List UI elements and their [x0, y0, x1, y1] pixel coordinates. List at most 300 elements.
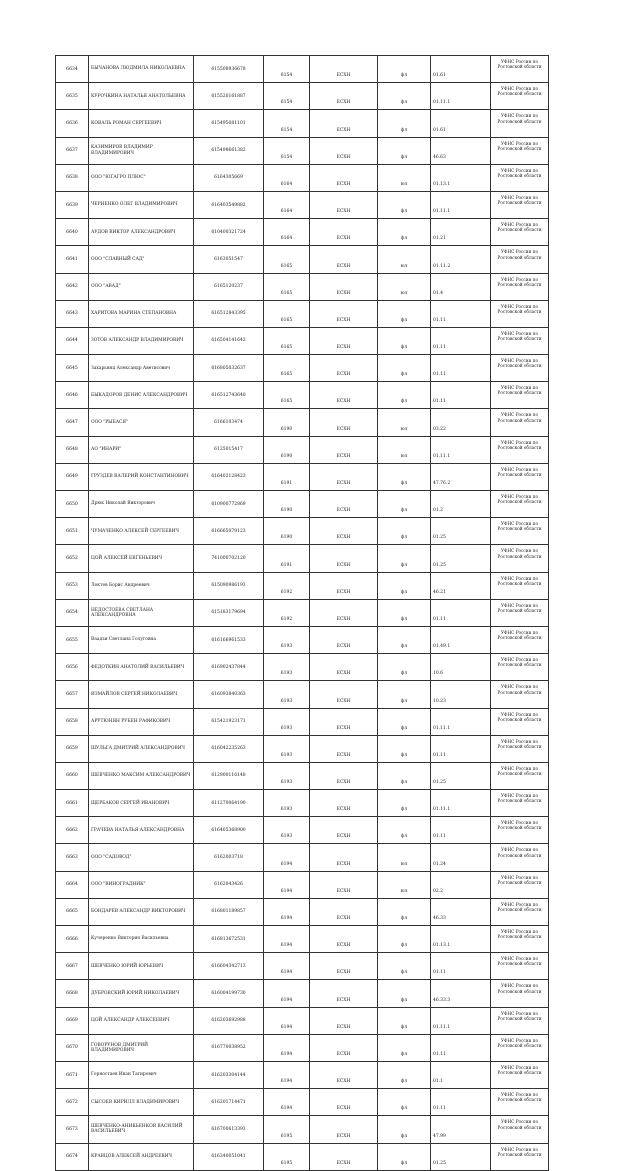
taxpayer-name: Кучеренко Виктория Васильевна — [89, 926, 194, 953]
taxpayer-name: ООО "ЮГАГРО ПЛЮС" — [89, 164, 194, 191]
taxpayer-inn: 616042235263 — [194, 735, 264, 762]
tax-authority: УФНС России по Ростовской области — [491, 1034, 549, 1061]
table-row — [56, 355, 549, 382]
tax-regime: ЕСХН — [310, 1034, 378, 1061]
taxpayer-inn: 6125015417 — [194, 436, 264, 463]
taxpayer-inn: 6162043426 — [194, 871, 264, 898]
tax-office-code: 6193 — [264, 654, 310, 681]
row-number: 6674 — [56, 1143, 89, 1170]
row-number: 6669 — [56, 1007, 89, 1034]
taxpayer-inn: 6166103474 — [194, 409, 264, 436]
tax-authority: УФНС России по Ростовской области — [491, 436, 549, 463]
okved-code: 01.25 — [431, 1143, 491, 1170]
taxpayer-inn: 616902437844 — [194, 654, 264, 681]
taxpayer-type: фл — [378, 654, 431, 681]
tax-authority: УФНС России по Ростовской области — [491, 355, 549, 382]
taxpayer-name: КОВАЛЬ РОМАН СЕРГЕЕВИЧ — [89, 110, 194, 137]
tax-office-code: 6194 — [264, 1089, 310, 1116]
row-number: 6640 — [56, 219, 89, 246]
tax-office-code: 6164 — [264, 164, 310, 191]
taxpayer-name: КУРОЧКИНА НАТАЛЬЯ АНАТОЛЬЕВНА — [89, 83, 194, 110]
okved-code: 46.63 — [431, 137, 491, 164]
taxpayer-inn: 6164305669 — [194, 164, 264, 191]
taxpayer-type: фл — [378, 626, 431, 653]
okved-code: 01.24 — [431, 844, 491, 871]
registry-table — [55, 55, 549, 1171]
tax-authority: УФНС России по Ростовской области — [491, 735, 549, 762]
taxpayer-name: БЫЧАНОВА ЛЮДМИЛА НИКОЛАЕВНА — [89, 56, 194, 83]
tax-authority: УФНС России по Ростовской области — [491, 1143, 549, 1170]
okved-code: 02.2 — [431, 871, 491, 898]
tax-regime: ЕСХН — [310, 191, 378, 218]
okved-code: 01.11.1 — [431, 83, 491, 110]
okved-code: 01.11 — [431, 1034, 491, 1061]
taxpayer-type: фл — [378, 599, 431, 626]
table-row — [56, 844, 549, 871]
table-row — [56, 137, 549, 164]
table-row — [56, 491, 549, 518]
row-number: 6672 — [56, 1089, 89, 1116]
tax-authority: УФНС России по Ростовской области — [491, 56, 549, 83]
taxpayer-name: НЕДОСТОЕВА СВЕТЛАНА АЛЕКСАНДРОВНА — [89, 599, 194, 626]
table-row — [56, 463, 549, 490]
row-number: 6636 — [56, 110, 89, 137]
taxpayer-name: Ваадзи Светлана Голуговна — [89, 626, 194, 653]
okved-code: 01.11 — [431, 735, 491, 762]
taxpayer-name: ООО "СЛАВНЫЙ САД" — [89, 246, 194, 273]
tax-regime: ЕСХН — [310, 953, 378, 980]
taxpayer-type: фл — [378, 83, 431, 110]
tax-regime: ЕСХН — [310, 491, 378, 518]
taxpayer-name: АО "ИНАРИ" — [89, 436, 194, 463]
taxpayer-name: ГОВОРУНОВ ДМИТРИЙ ВЛАДИМИРОВИЧ — [89, 1034, 194, 1061]
tax-regime: ЕСХН — [310, 110, 378, 137]
okved-code: 01.11.1 — [431, 790, 491, 817]
taxpayer-name: ООО "РЫБАСЯ" — [89, 409, 194, 436]
taxpayer-inn: 616405368900 — [194, 817, 264, 844]
row-number: 6635 — [56, 83, 89, 110]
tax-regime: ЕСХН — [310, 1089, 378, 1116]
table-row — [56, 273, 549, 300]
tax-authority: УФНС России по Ростовской области — [491, 518, 549, 545]
taxpayer-inn: 611270064190 — [194, 790, 264, 817]
taxpayer-name: ЧЕРНЕНКО ОЛЕГ ВЛАДИМИРОВИЧ — [89, 191, 194, 218]
tax-regime: ЕСХН — [310, 56, 378, 83]
table-row — [56, 300, 549, 327]
taxpayer-type: фл — [378, 708, 431, 735]
tax-authority: УФНС России по Ростовской области — [491, 572, 549, 599]
taxpayer-type: фл — [378, 518, 431, 545]
tax-regime: ЕСХН — [310, 1007, 378, 1034]
tax-authority: УФНС России по Ростовской области — [491, 626, 549, 653]
row-number: 6656 — [56, 654, 89, 681]
row-number: 6642 — [56, 273, 89, 300]
okved-code: 01.11.2 — [431, 246, 491, 273]
taxpayer-type: фл — [378, 735, 431, 762]
okved-code: 03.22 — [431, 409, 491, 436]
table-row — [56, 790, 549, 817]
taxpayer-name: ШУЛЬГА ДМИТРИЙ АЛЕКСАНДРОВИЧ — [89, 735, 194, 762]
tax-regime: ЕСХН — [310, 572, 378, 599]
tax-office-code: 6193 — [264, 762, 310, 789]
tax-authority: УФНС России по Ростовской области — [491, 219, 549, 246]
row-number: 6654 — [56, 599, 89, 626]
tax-authority: УФНС России по Ростовской области — [491, 1007, 549, 1034]
tax-regime: ЕСХН — [310, 599, 378, 626]
tax-regime: ЕСХН — [310, 871, 378, 898]
tax-regime: ЕСХН — [310, 246, 378, 273]
taxpayer-name: АУДОВ ВИКТОР АЛЕКСАНДРОВИЧ — [89, 219, 194, 246]
row-number: 6641 — [56, 246, 89, 273]
tax-regime: ЕСХН — [310, 327, 378, 354]
taxpayer-name: АРУТЮНЯН РУБЕН РАФИКОВИЧ — [89, 708, 194, 735]
tax-office-code: 6194 — [264, 898, 310, 925]
table-row — [56, 83, 549, 110]
tax-authority: УФНС России по Ростовской области — [491, 790, 549, 817]
tax-office-code: 6193 — [264, 681, 310, 708]
registry-table-body — [56, 56, 549, 1171]
taxpayer-type: фл — [378, 572, 431, 599]
taxpayer-type: юл — [378, 844, 431, 871]
taxpayer-inn: 616004199730 — [194, 980, 264, 1007]
table-row — [56, 762, 549, 789]
taxpayer-inn: 615498661382 — [194, 137, 264, 164]
taxpayer-inn: 616093840363 — [194, 681, 264, 708]
okved-code: 01.4 — [431, 273, 491, 300]
taxpayer-name: ГРУЗДЕВ ВАЛЕРИЙ КОНСТАНТИНОВИЧ — [89, 463, 194, 490]
taxpayer-inn: 615495081101 — [194, 110, 264, 137]
taxpayer-type: юл — [378, 871, 431, 898]
taxpayer-inn: 610900772869 — [194, 491, 264, 518]
table-row — [56, 436, 549, 463]
tax-authority: УФНС России по Ростовской области — [491, 762, 549, 789]
taxpayer-type: фл — [378, 1034, 431, 1061]
tax-regime: ЕСХН — [310, 790, 378, 817]
okved-code: 01.11 — [431, 599, 491, 626]
okved-code: 01.11 — [431, 953, 491, 980]
okved-code: 01.11 — [431, 382, 491, 409]
taxpayer-type: фл — [378, 463, 431, 490]
taxpayer-inn: 615183179694 — [194, 599, 264, 626]
table-row — [56, 817, 549, 844]
taxpayer-name: Дрюк Николай Викторович — [89, 491, 194, 518]
taxpayer-name: ЗОТОВ АЛЕКСАНДР ВЛАДИМИРОВИЧ — [89, 327, 194, 354]
okved-code: 01.11.1 — [431, 1007, 491, 1034]
table-row — [56, 708, 549, 735]
taxpayer-type: фл — [378, 1089, 431, 1116]
taxpayer-inn: 615421923171 — [194, 708, 264, 735]
tax-authority: УФНС России по Ростовской области — [491, 491, 549, 518]
tax-regime: ЕСХН — [310, 219, 378, 246]
okved-code: 10.23 — [431, 681, 491, 708]
okved-code: 01.25 — [431, 518, 491, 545]
table-row — [56, 599, 549, 626]
taxpayer-name: ХАРИТОВА МАРИНА СТЕПАНОВНА — [89, 300, 194, 327]
taxpayer-type: фл — [378, 491, 431, 518]
okved-code: 47.76.2 — [431, 463, 491, 490]
tax-authority: УФНС России по Ростовской области — [491, 382, 549, 409]
table-row — [56, 1089, 549, 1116]
tax-office-code: 6154 — [264, 56, 310, 83]
tax-office-code: 6195 — [264, 1143, 310, 1170]
tax-office-code: 6190 — [264, 518, 310, 545]
table-row — [56, 246, 549, 273]
okved-code: 01.11 — [431, 300, 491, 327]
tax-regime: ЕСХН — [310, 164, 378, 191]
taxpayer-name: ООО "АВАД" — [89, 273, 194, 300]
taxpayer-name: ШЕВЧЕНКО-АНИКЬЕНКОВ ВАСИЛИЙ ВАСИЛЬЕВИЧ — [89, 1116, 194, 1143]
tax-regime: ЕСХН — [310, 545, 378, 572]
tax-authority: УФНС России по Ростовской области — [491, 681, 549, 708]
tax-regime: ЕСХН — [310, 463, 378, 490]
okved-code: 10.6 — [431, 654, 491, 681]
table-row — [56, 681, 549, 708]
tax-regime: ЕСХН — [310, 762, 378, 789]
tax-regime: ЕСХН — [310, 708, 378, 735]
row-number: 6634 — [56, 56, 89, 83]
tax-regime: ЕСХН — [310, 518, 378, 545]
taxpayer-inn: 616402128423 — [194, 463, 264, 490]
taxpayer-type: фл — [378, 137, 431, 164]
tax-authority: УФНС России по Ростовской области — [491, 654, 549, 681]
tax-authority: УФНС России по Ростовской области — [491, 409, 549, 436]
tax-authority: УФНС России по Ростовской области — [491, 327, 549, 354]
okved-code: 01.11 — [431, 327, 491, 354]
table-row — [56, 518, 549, 545]
tax-regime: ЕСХН — [310, 355, 378, 382]
table-row — [56, 110, 549, 137]
row-number: 6647 — [56, 409, 89, 436]
okved-code: 46.33 — [431, 898, 491, 925]
taxpayer-inn: 616512843395 — [194, 300, 264, 327]
table-row — [56, 898, 549, 925]
taxpayer-type: фл — [378, 191, 431, 218]
row-number: 6660 — [56, 762, 89, 789]
row-number: 6662 — [56, 817, 89, 844]
table-row — [56, 626, 549, 653]
row-number: 6673 — [56, 1116, 89, 1143]
taxpayer-type: фл — [378, 926, 431, 953]
tax-authority: УФНС России по Ростовской области — [491, 137, 549, 164]
okved-code: 01.11 — [431, 1089, 491, 1116]
taxpayer-type: фл — [378, 953, 431, 980]
tax-regime: ЕСХН — [310, 980, 378, 1007]
taxpayer-name: ООО "ВИНОГРАДНИК" — [89, 871, 194, 898]
tax-authority: УФНС России по Ростовской области — [491, 953, 549, 980]
tax-office-code: 6154 — [264, 110, 310, 137]
okved-code: 01.61 — [431, 56, 491, 83]
taxpayer-inn: 6163051547 — [194, 246, 264, 273]
row-number: 6668 — [56, 980, 89, 1007]
tax-authority: УФНС России по Ростовской области — [491, 545, 549, 572]
tax-regime: ЕСХН — [310, 844, 378, 871]
taxpayer-name: ШЕВЧЕНКО МАКСИМ АЛЕКСАНДРОВИЧ — [89, 762, 194, 789]
tax-authority: УФНС России по Ростовской области — [491, 164, 549, 191]
table-row — [56, 545, 549, 572]
table-row — [56, 219, 549, 246]
row-number: 6664 — [56, 871, 89, 898]
taxpayer-inn: 615520161887 — [194, 83, 264, 110]
taxpayer-inn: 616504141643 — [194, 327, 264, 354]
taxpayer-type: фл — [378, 762, 431, 789]
okved-code: 01.11.1 — [431, 436, 491, 463]
row-number: 6661 — [56, 790, 89, 817]
row-number: 6651 — [56, 518, 89, 545]
tax-regime: ЕСХН — [310, 1116, 378, 1143]
taxpayer-type: фл — [378, 898, 431, 925]
taxpayer-type: фл — [378, 327, 431, 354]
taxpayer-type: фл — [378, 817, 431, 844]
tax-authority: УФНС России по Ростовской области — [491, 599, 549, 626]
tax-regime: ЕСХН — [310, 409, 378, 436]
tax-regime: ЕСХН — [310, 436, 378, 463]
taxpayer-inn: 616813672531 — [194, 926, 264, 953]
taxpayer-name: Горностаев Иван Тагирович — [89, 1061, 194, 1088]
tax-authority: УФНС России по Ростовской области — [491, 300, 549, 327]
tax-office-code: 6191 — [264, 545, 310, 572]
tax-regime: ЕСХН — [310, 1143, 378, 1170]
tax-office-code: 6194 — [264, 871, 310, 898]
okved-code: 01.25 — [431, 545, 491, 572]
tax-regime: ЕСХН — [310, 681, 378, 708]
tax-office-code: 6190 — [264, 491, 310, 518]
row-number: 6637 — [56, 137, 89, 164]
row-number: 6663 — [56, 844, 89, 871]
taxpayer-type: фл — [378, 1061, 431, 1088]
taxpayer-inn: 610400321724 — [194, 219, 264, 246]
table-row — [56, 1007, 549, 1034]
okved-code: 01.13.1 — [431, 926, 491, 953]
registry-page — [55, 55, 548, 1171]
taxpayer-inn: 616604342713 — [194, 953, 264, 980]
tax-office-code: 6193 — [264, 708, 310, 735]
tax-office-code: 6193 — [264, 817, 310, 844]
tax-office-code: 6190 — [264, 436, 310, 463]
tax-regime: ЕСХН — [310, 137, 378, 164]
row-number: 6648 — [56, 436, 89, 463]
tax-office-code: 6165 — [264, 355, 310, 382]
taxpayer-type: юл — [378, 246, 431, 273]
taxpayer-name: ЦОЙ АЛЕКСЕЙ ЕВГЕНЬЕВИЧ — [89, 545, 194, 572]
okved-code: 01.11.1 — [431, 191, 491, 218]
tax-office-code: 6191 — [264, 463, 310, 490]
tax-authority: УФНС России по Ростовской области — [491, 898, 549, 925]
tax-regime: ЕСХН — [310, 1061, 378, 1088]
okved-code: 01.25 — [431, 762, 491, 789]
table-row — [56, 1061, 549, 1088]
tax-authority: УФНС России по Ростовской области — [491, 980, 549, 1007]
taxpayer-inn: 616203692988 — [194, 1007, 264, 1034]
tax-office-code: 6194 — [264, 953, 310, 980]
taxpayer-type: фл — [378, 545, 431, 572]
tax-office-code: 6194 — [264, 844, 310, 871]
tax-office-code: 6164 — [264, 219, 310, 246]
table-row — [56, 654, 549, 681]
tax-authority: УФНС России по Ростовской области — [491, 110, 549, 137]
taxpayer-name: БЫКАДОРОВ ДЕНИС АЛЕКСАНДРОВИЧ — [89, 382, 194, 409]
table-row — [56, 409, 549, 436]
tax-office-code: 6193 — [264, 790, 310, 817]
taxpayer-name: ШЕВЧЕНКО ЮРИЙ ЮРЬЕВИЧ — [89, 953, 194, 980]
row-number: 6667 — [56, 953, 89, 980]
row-number: 6666 — [56, 926, 89, 953]
row-number: 6655 — [56, 626, 89, 653]
row-number: 6644 — [56, 327, 89, 354]
taxpayer-name: СЫСОЕВ КИРИЛЛ ВЛАДИМИРОВИЧ — [89, 1089, 194, 1116]
taxpayer-type: фл — [378, 56, 431, 83]
taxpayer-type: юл — [378, 273, 431, 300]
table-row — [56, 735, 549, 762]
taxpayer-inn: 612900116148 — [194, 762, 264, 789]
taxpayer-type: фл — [378, 382, 431, 409]
okved-code: 46.33.3 — [431, 980, 491, 1007]
taxpayer-inn: 616340051041 — [194, 1143, 264, 1170]
table-row — [56, 164, 549, 191]
tax-office-code: 6165 — [264, 246, 310, 273]
taxpayer-name: ЦОЙ АЛЕКСАНДР АЛЕКСЕЕВИЧ — [89, 1007, 194, 1034]
taxpayer-type: фл — [378, 300, 431, 327]
tax-authority: УФНС России по Ростовской области — [491, 844, 549, 871]
taxpayer-name: ЩЕРБАКОВ СЕРГЕЙ ИВАНОВИЧ — [89, 790, 194, 817]
table-row — [56, 327, 549, 354]
taxpayer-type: фл — [378, 980, 431, 1007]
okved-code: 01.11 — [431, 355, 491, 382]
taxpayer-inn: 616665079123 — [194, 518, 264, 545]
tax-office-code: 6165 — [264, 382, 310, 409]
tax-office-code: 6154 — [264, 83, 310, 110]
tax-authority: УФНС России по Ростовской области — [491, 926, 549, 953]
tax-office-code: 6193 — [264, 626, 310, 653]
okved-code: 01.61 — [431, 110, 491, 137]
table-row — [56, 1116, 549, 1143]
tax-authority: УФНС России по Ростовской области — [491, 1089, 549, 1116]
table-row — [56, 871, 549, 898]
tax-regime: ЕСХН — [310, 817, 378, 844]
row-number: 6646 — [56, 382, 89, 409]
okved-code: 01.2 — [431, 491, 491, 518]
taxpayer-name: БОНДАРЕВ АЛЕКСАНДР ВИКТОРОВИЧ — [89, 898, 194, 925]
row-number: 6671 — [56, 1061, 89, 1088]
tax-authority: УФНС России по Ростовской области — [491, 1116, 549, 1143]
tax-authority: УФНС России по Ростовской области — [491, 817, 549, 844]
tax-office-code: 6190 — [264, 409, 310, 436]
taxpayer-type: фл — [378, 1116, 431, 1143]
tax-regime: ЕСХН — [310, 83, 378, 110]
taxpayer-inn: 616203304144 — [194, 1061, 264, 1088]
table-row — [56, 56, 549, 83]
taxpayer-name: ИЗМАЙЛОВ СЕРГЕЙ НИКОЛАЕВИЧ — [89, 681, 194, 708]
okved-code: 01.1 — [431, 1061, 491, 1088]
taxpayer-inn: 616700613393 — [194, 1116, 264, 1143]
taxpayer-inn: 6162003718 — [194, 844, 264, 871]
tax-authority: УФНС России по Ростовской области — [491, 273, 549, 300]
row-number: 6670 — [56, 1034, 89, 1061]
taxpayer-type: фл — [378, 110, 431, 137]
table-row — [56, 1034, 549, 1061]
taxpayer-inn: 616801189857 — [194, 898, 264, 925]
taxpayer-inn: 615090986193 — [194, 572, 264, 599]
tax-regime: ЕСХН — [310, 654, 378, 681]
taxpayer-inn: 616512743640 — [194, 382, 264, 409]
table-row — [56, 980, 549, 1007]
row-number: 6638 — [56, 164, 89, 191]
taxpayer-inn: 616805032637 — [194, 355, 264, 382]
okved-code: 01.11.1 — [431, 708, 491, 735]
okved-code: 46.21 — [431, 572, 491, 599]
table-row — [56, 572, 549, 599]
tax-regime: ЕСХН — [310, 273, 378, 300]
tax-office-code: 6165 — [264, 273, 310, 300]
